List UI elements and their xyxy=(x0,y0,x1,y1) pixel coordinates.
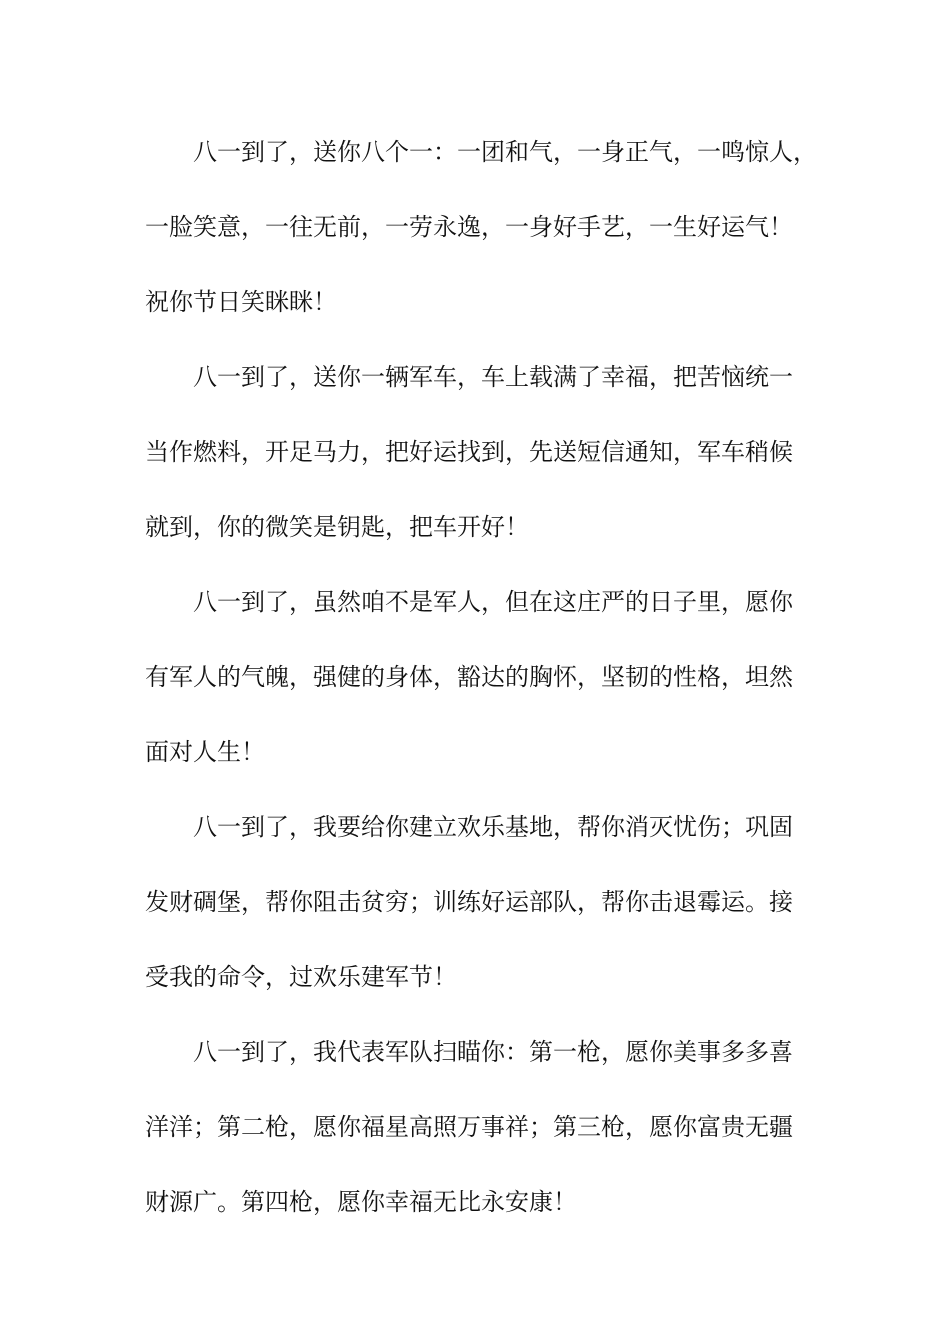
paragraph-3-line-2: 有军人的气魄，强健的身体，豁达的胸怀，坚韧的性格，坦然 xyxy=(145,663,793,691)
paragraph-5-line-3: 财源广。第四枪，愿你幸福无比永安康！ xyxy=(145,1188,577,1216)
paragraph-2-line-1: 八一到了，送你一辆军车，车上载满了幸福，把苦恼统一 xyxy=(193,363,793,391)
paragraph-3-line-3: 面对人生！ xyxy=(145,738,265,766)
paragraph-5-line-1: 八一到了，我代表军队扫瞄你：第一枪，愿你美事多多喜 xyxy=(193,1038,793,1066)
paragraph-5-line-2: 洋洋；第二枪，愿你福星高照万事祥；第三枪，愿你富贵无疆 xyxy=(145,1113,793,1141)
paragraph-3-line-1: 八一到了，虽然咱不是军人，但在这庄严的日子里，愿你 xyxy=(193,588,793,616)
paragraph-1-line-3: 祝你节日笑眯眯！ xyxy=(145,288,337,316)
paragraph-4-line-2: 发财碉堡，帮你阻击贫穷；训练好运部队，帮你击退霉运。接 xyxy=(145,888,793,916)
paragraph-4-line-1: 八一到了，我要给你建立欢乐基地，帮你消灭忧伤；巩固 xyxy=(193,813,793,841)
paragraph-1-line-2: 一脸笑意，一往无前，一劳永逸，一身好手艺，一生好运气！ xyxy=(145,213,793,241)
paragraph-4-line-3: 受我的命令，过欢乐建军节！ xyxy=(145,963,457,991)
paragraph-2-line-2: 当作燃料，开足马力，把好运找到，先送短信通知，军车稍候 xyxy=(145,438,793,466)
paragraph-2-line-3: 就到，你的微笑是钥匙，把车开好！ xyxy=(145,513,529,541)
paragraph-1-line-1: 八一到了，送你八个一：一团和气，一身正气，一鸣惊人， xyxy=(193,138,817,166)
